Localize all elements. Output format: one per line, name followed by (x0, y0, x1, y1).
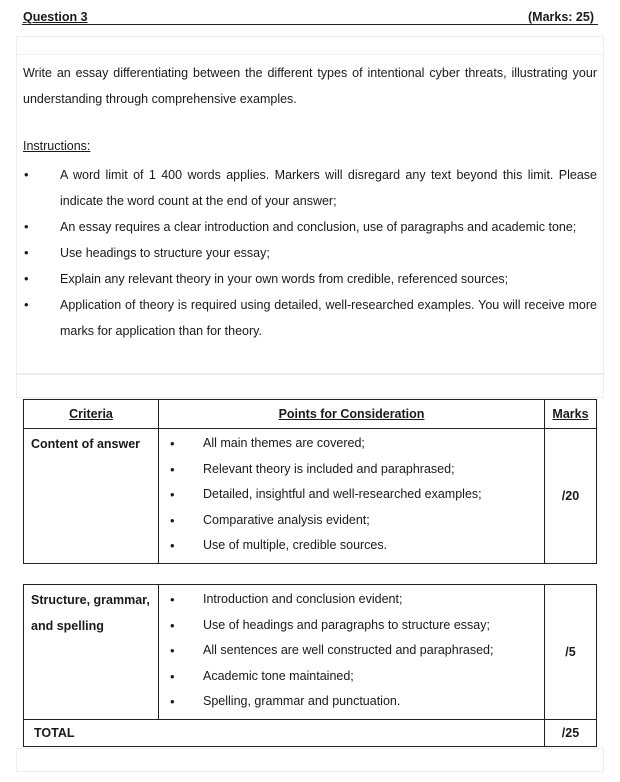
list-item: • Detailed, insightful and well-researched examples; (159, 482, 544, 508)
question-text: Write an essay differentiating between the different types of intentional cyber threats, illustrating your understanding through comprehensive examples. (23, 66, 597, 106)
list-item: • Explain any relevant theory in your own words from credible, referenced sources; (23, 266, 597, 292)
bullet-icon: • (170, 538, 175, 553)
list-item: • Relevant theory is included and paraphrased; (159, 457, 544, 483)
list-item: • Academic tone maintained; (159, 664, 544, 690)
criteria-header: Criteria (24, 400, 159, 429)
list-item: • Use of headings and paragraphs to structure essay; (159, 613, 544, 639)
bullet-icon: • (170, 668, 175, 684)
list-item: • An essay requires a clear introduction and conclusion, use of paragraphs and academic tone; (23, 214, 597, 240)
points-header: Points for Consideration (159, 400, 545, 429)
criterion-content: Content of answer (24, 429, 159, 564)
bullet-icon: • (24, 245, 29, 260)
bullet-icon: • (170, 436, 175, 451)
rubric-table-structure (23, 584, 597, 747)
total-label: TOTAL (24, 719, 545, 746)
list-item: • All main themes are covered; (159, 431, 544, 457)
instructions-list (23, 162, 597, 344)
list-item: • Comparative analysis evident; (159, 508, 544, 534)
criterion-structure: Structure, grammar, and spelling (24, 585, 159, 720)
table-row (24, 719, 597, 746)
rubric-table-content (23, 399, 597, 564)
list-item: • All sentences are well constructed and paraphrased; (159, 638, 544, 664)
question-marks: (Marks: 25) (528, 10, 594, 24)
bullet-icon: • (170, 694, 175, 709)
bullet-icon: • (170, 512, 175, 528)
table-row (24, 585, 597, 720)
list-item: • Spelling, grammar and punctuation. (159, 689, 544, 715)
points-cell (159, 429, 545, 564)
layout-frame-bottom (16, 748, 604, 772)
bullet-icon: • (170, 617, 175, 633)
bullet-icon: • (24, 167, 29, 182)
bullet-icon: • (170, 592, 175, 607)
bullet-icon: • (24, 219, 29, 234)
table-row (24, 429, 597, 564)
bullet-icon: • (24, 297, 29, 312)
layout-frame-mid (16, 374, 604, 398)
list-item: • A word limit of 1 400 words applies. Markers will disregard any text beyond this limit. Please indicate the word count at the end of your answer; (23, 162, 597, 214)
list-item: • Application of theory is required using detailed, well-researched examples. You will receive more marks for application than for theory. (23, 292, 597, 344)
structure-marks: /5 (545, 585, 597, 720)
bullet-icon: • (170, 461, 175, 477)
list-item: • Use headings to structure your essay; (23, 240, 597, 266)
points-cell (159, 585, 545, 720)
instructions-heading: Instructions: (23, 139, 91, 153)
bullet-icon: • (170, 643, 175, 658)
bullet-icon: • (24, 271, 29, 286)
marks-header: Marks (545, 400, 597, 429)
layout-frame-top (16, 36, 604, 55)
header-rule (22, 24, 598, 25)
question-title: Question 3 (23, 10, 88, 24)
bullet-icon: • (170, 487, 175, 502)
list-item: • Use of multiple, credible sources. (159, 533, 544, 559)
list-item: • Introduction and conclusion evident; (159, 587, 544, 613)
total-marks: /25 (545, 719, 597, 746)
content-marks: /20 (545, 429, 597, 564)
